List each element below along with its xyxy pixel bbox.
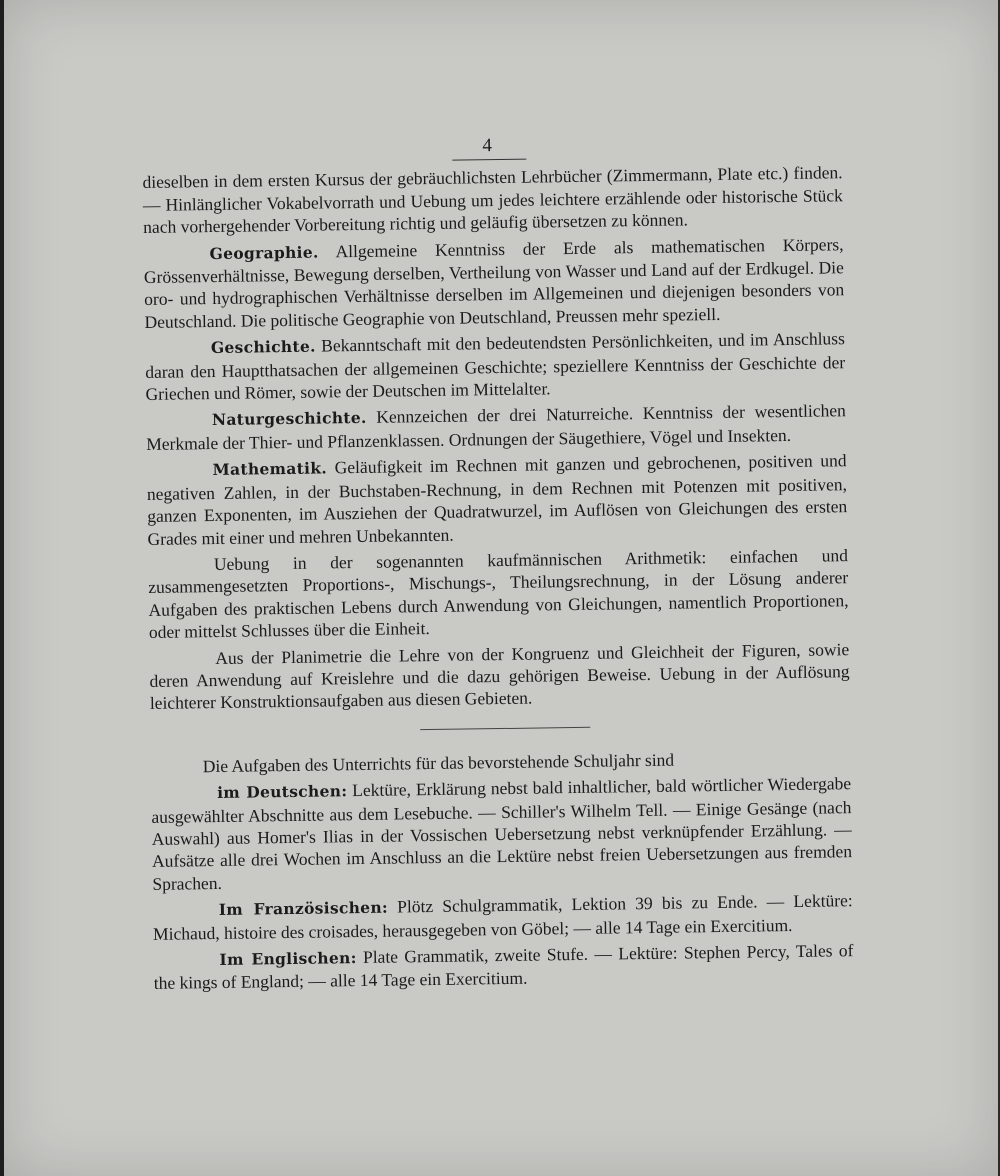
section-mathematik [146,449,847,549]
task-heading: im Deutschen: [216,781,348,803]
section-text: Allgemeine Kenntniss der Erde als mathematischen Körpers, Grössenverhältnisse, Bewegung derselben, Vertheilung von Wasser und Land auf der Erdkugel. Die oro- und hydrographischen Verhältnisse derselben im Allgemeinen und diejenigen besonders von Deutschland. Die politische Geographie von Deutschland, Preussen mehr speziell. [143,233,845,332]
section-geschichte [145,327,846,405]
continuation-paragraph: dieselben in dem ersten Kursus der gebräuchlichsten Lehrbücher (Zimmermann, Plate etc.) finden. — Hinlänglicher Vokabelvorrath und Uebung um jedes leichtere erzählende oder historische Stück nach vorhergehender Vorbereitung richtig und geläufig übersetzen zu können. [142,162,843,238]
tasks-intro: Die Aufgaben des Unterrichts für das bevorstehende Schuljahr sind [202,749,675,776]
section-heading: Naturgeschichte. [211,408,367,430]
mathematik-paragraph-2: Uebung in der sogenannten kaufmännischen Arithmetik: einfachen und zusammengesetzten Proportions-, Mischungs-, Theilungsrechnung, in der Lösung anderer Aufgaben des praktischen Lebens durch Anwendung von Gleichungen, namentlich Proportionen, oder mittelst Schlusses über die Einheit. [148,545,849,643]
task-franzoesisch [153,889,854,945]
task-text: Plate Grammatik, zweite Stufe. — Lektüre: Stephen Percy, Tales of the kings of England; — alle 14 Tage ein Exercitium. [153,940,854,994]
section-text: Geläufigkeit im Rechnen mit ganzen und gebrochenen, positiven und negativen Zahlen, in der Buchstaben-Rechnung, in dem Rechnen mit Potenzen mit positiven, ganzen Exponenten, im Ausziehen der Quadratwurzel, im Auflösen von Gleichungen des ersten Grades mit einer und mehren Unbekannten. [146,450,848,549]
section-heading: Geographie. [209,242,319,263]
section-heading: Geschichte. [210,336,316,358]
section-text: Bekanntschaft mit den bedeutendsten Persönlichkeiten, und im Anschluss daran den Hauptthatsachen der allgemeinen Geschichte; speziellere Kenntniss der Geschichte der Griechen und Römer, sowie der Deutschen im Mittelalter. [145,328,846,405]
task-heading: Im Englischen: [219,948,357,969]
task-englisch [153,939,854,995]
task-heading: Im Französischen: [218,897,389,920]
mathematik-paragraph-3: Aus der Planimetrie die Lehre von der Kongruenz und Gleichheit der Figuren, sowie deren Anwendung auf Kreislehre und die dazu gehörigen Beweise. Uebung in der Auflösung leichterer Konstruktionsaufgaben aus diesen Gebieten. [149,638,850,714]
page-content [142,130,854,995]
page-number: 4 [482,135,493,157]
section-heading: Mathematik. [212,458,328,480]
task-deutsch [151,772,853,895]
section-text: Kennzeichen der drei Naturreiche. Kenntniss der wesentlichen Merkmale der Thier- und Pflanzenklassen. Ordnungen der Säugethiere, Vögel und Insekten. [146,400,846,454]
section-geographie [143,233,844,333]
document-page [4,0,998,1176]
task-text: Plötz Schulgrammatik, Lektion 39 bis zu Ende. — Lektüre: Michaud, histoire des croisades, herausgegeben von Göbel; — alle 14 Tage ein Exercitium. [152,890,853,944]
section-divider [420,727,590,730]
task-text: Lektüre, Erklärung nebst bald inhaltlicher, bald wörtlicher Wiedergabe ausgewählter Abschnitte aus dem Lesebuche. — Schiller's Wilhelm Tell. — Einige Gesänge (nach Auswahl) aus Homer's Ilias in der Vossischen Uebersetzung nebst verknüpfender Erzählung. — Aufsätze alle drei Wochen im Anschluss an die Lektüre nebst freien Uebersetzungen aus fremden Sprachen. [151,773,853,894]
section-naturgeschichte [146,400,847,456]
page-number-rule [452,159,526,161]
